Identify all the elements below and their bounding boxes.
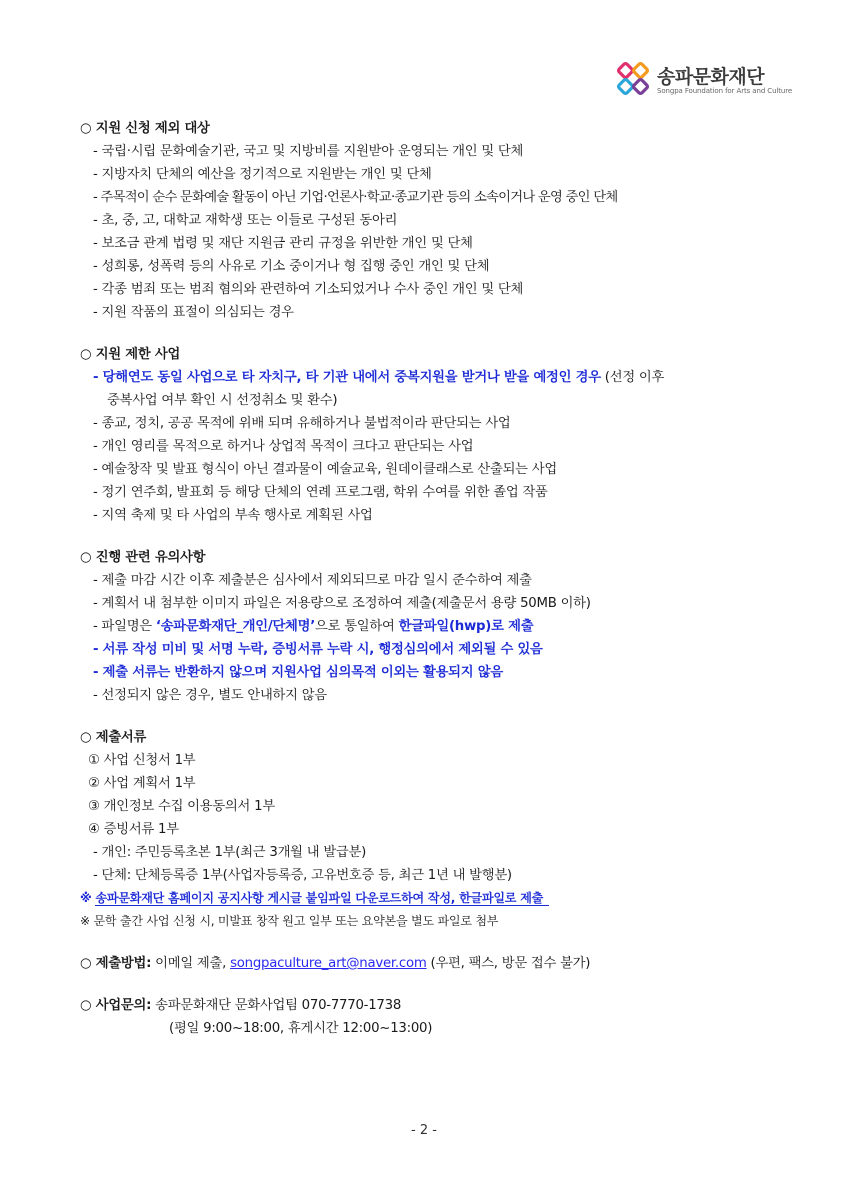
list-item: - 예술창작 및 발표 형식이 아닌 결과물이 예술교육, 원데이클래스로 산출되는 사업: [93, 462, 557, 477]
list-item: [80, 366, 780, 389]
note-mark: ※: [80, 891, 96, 905]
section-documents: [80, 726, 780, 933]
section-inquiry: [80, 994, 780, 1040]
inquiry-hours: (평일 9:00~18:00, 휴게시간 12:00~13:00): [169, 1021, 433, 1036]
list-item: - 보조금 관계 법령 및 재단 지원금 관리 규정을 위반한 개인 및 단체: [93, 236, 473, 251]
foundation-logo: [616, 58, 793, 102]
list-item: - 계획서 내 첨부한 이미지 파일은 저용량으로 조정하여 제출(제출문서 용량 50MB 이하): [93, 596, 591, 611]
inquiry-text: 송파문화재단 문화사업팀 070-7770-1738: [151, 998, 402, 1013]
filename-format: ‘송파문화재단_개인/단체명’: [155, 619, 316, 634]
list-item: - 성희롱, 성폭력 등의 사유로 기소 중이거나 형 집행 중인 개인 및 단체: [93, 259, 490, 274]
knot-logo-icon: [616, 60, 654, 100]
method-label: ○ 제출방법:: [80, 956, 152, 971]
list-item: - 개인: 주민등록초본 1부(최근 3개월 내 발급분): [93, 845, 367, 860]
list-item: - 단체: 단체등록증 1부(사업자등록증, 고유번호증 등, 최근 1년 내 발행분): [93, 868, 512, 883]
list-item: - 지방자치 단체의 예산을 정기적으로 지원받는 개인 및 단체: [93, 167, 432, 182]
numbered-item: ② 사업 계획서 1부: [88, 776, 196, 791]
list-item: - 선정되지 않은 경우, 별도 안내하지 않음: [93, 688, 327, 703]
list-item: - 각종 범죄 또는 범죄 혐의와 관련하여 기소되었거나 수사 중인 개인 및 단체: [93, 282, 524, 297]
numbered-item: ③ 개인정보 수집 이용동의서 1부: [88, 799, 275, 814]
email-link[interactable]: songpaculture_art@naver.com: [230, 956, 427, 971]
section-heading: ○ 지원 제한 사업: [80, 347, 181, 362]
logo-subtitle: Songpa Foundation for Arts and Culture: [657, 87, 793, 95]
section-method: [80, 952, 780, 975]
list-item: - 제출 마감 시간 이후 제출분은 심사에서 제외되므로 마감 일시 준수하여 제출: [93, 573, 532, 588]
list-item-text: - 파일명은: [93, 619, 156, 634]
list-item: - 개인 영리를 목적으로 하거나 상업적 목적이 크다고 판단되는 사업: [93, 439, 474, 454]
document-body: [80, 117, 780, 1059]
section-heading: ○ 진행 관련 유의사항: [80, 550, 206, 565]
numbered-item: ① 사업 신청서 1부: [88, 753, 196, 768]
section-excluded: [80, 117, 780, 324]
list-item: - 주목적이 순수 문화예술 활동이 아닌 기업·언론사·학교·종교기관 등의 소속이거나 운영 중인 단체: [93, 190, 618, 205]
page-number: - 2 -: [411, 1123, 437, 1138]
list-item: - 정기 연주회, 발표회 등 해당 단체의 연례 프로그램, 학위 수여를 위한 졸업 작품: [93, 485, 548, 500]
list-item: - 지역 축제 및 타 사업의 부속 행사로 계획된 사업: [93, 508, 373, 523]
list-item: [80, 615, 780, 638]
section-restricted: [80, 343, 780, 527]
method-text: (우편, 팩스, 방문 접수 불가): [426, 956, 591, 971]
inquiry-line: [80, 994, 780, 1017]
list-item-text: 으로 통일하여: [315, 619, 399, 634]
list-item-continuation: 중복사업 여부 확인 시 선정취소 및 환수): [107, 393, 338, 408]
download-instruction: 송파문화재단 홈페이지 공지사항 게시글 붙임파일 다운로드하여 작성, 한글파일로 제출: [95, 891, 549, 906]
list-item: - 국립·시립 문화예술기관, 국고 및 지방비를 지원받아 운영되는 개인 및 단체: [93, 144, 524, 159]
list-item: - 초, 중, 고, 대학교 재학생 또는 이들로 구성된 동아리: [93, 213, 398, 228]
method-text: 이메일 제출,: [151, 956, 231, 971]
logo-name: 송파문화재단: [657, 66, 765, 88]
download-note: [80, 887, 780, 910]
file-type-requirement: 한글파일(hwp)로 제출: [398, 619, 534, 634]
section-heading: ○ 지원 신청 제외 대상: [80, 121, 210, 136]
submission-method: [80, 952, 780, 975]
list-item-text: (선정 이후: [600, 370, 665, 385]
numbered-item: ④ 증빙서류 1부: [88, 822, 179, 837]
literature-note: ※ 문학 출간 사업 신청 시, 미발표 창작 원고 일부 또는 요약본을 별도 파일로 첨부: [80, 914, 499, 928]
list-item: - 지원 작품의 표절이 의심되는 경우: [93, 305, 294, 320]
inquiry-label: ○ 사업문의:: [80, 998, 152, 1013]
list-item: - 종교, 정치, 공공 목적에 위배 되며 유해하거나 불법적이라 판단되는 사업: [93, 416, 511, 431]
list-item-highlight: - 제출 서류는 반환하지 않으며 지원사업 심의목적 이외는 활용되지 않음: [93, 665, 503, 680]
section-heading: ○ 제출서류: [80, 730, 147, 745]
highlight-text: - 당해연도 동일 사업으로 타 자치구, 타 기관 내에서 중복지원을 받거나 받을 예정인 경우: [93, 370, 601, 385]
section-notes: [80, 546, 780, 707]
list-item-highlight: - 서류 작성 미비 및 서명 누락, 증빙서류 누락 시, 행정심의에서 제외될 수 있음: [93, 642, 543, 657]
